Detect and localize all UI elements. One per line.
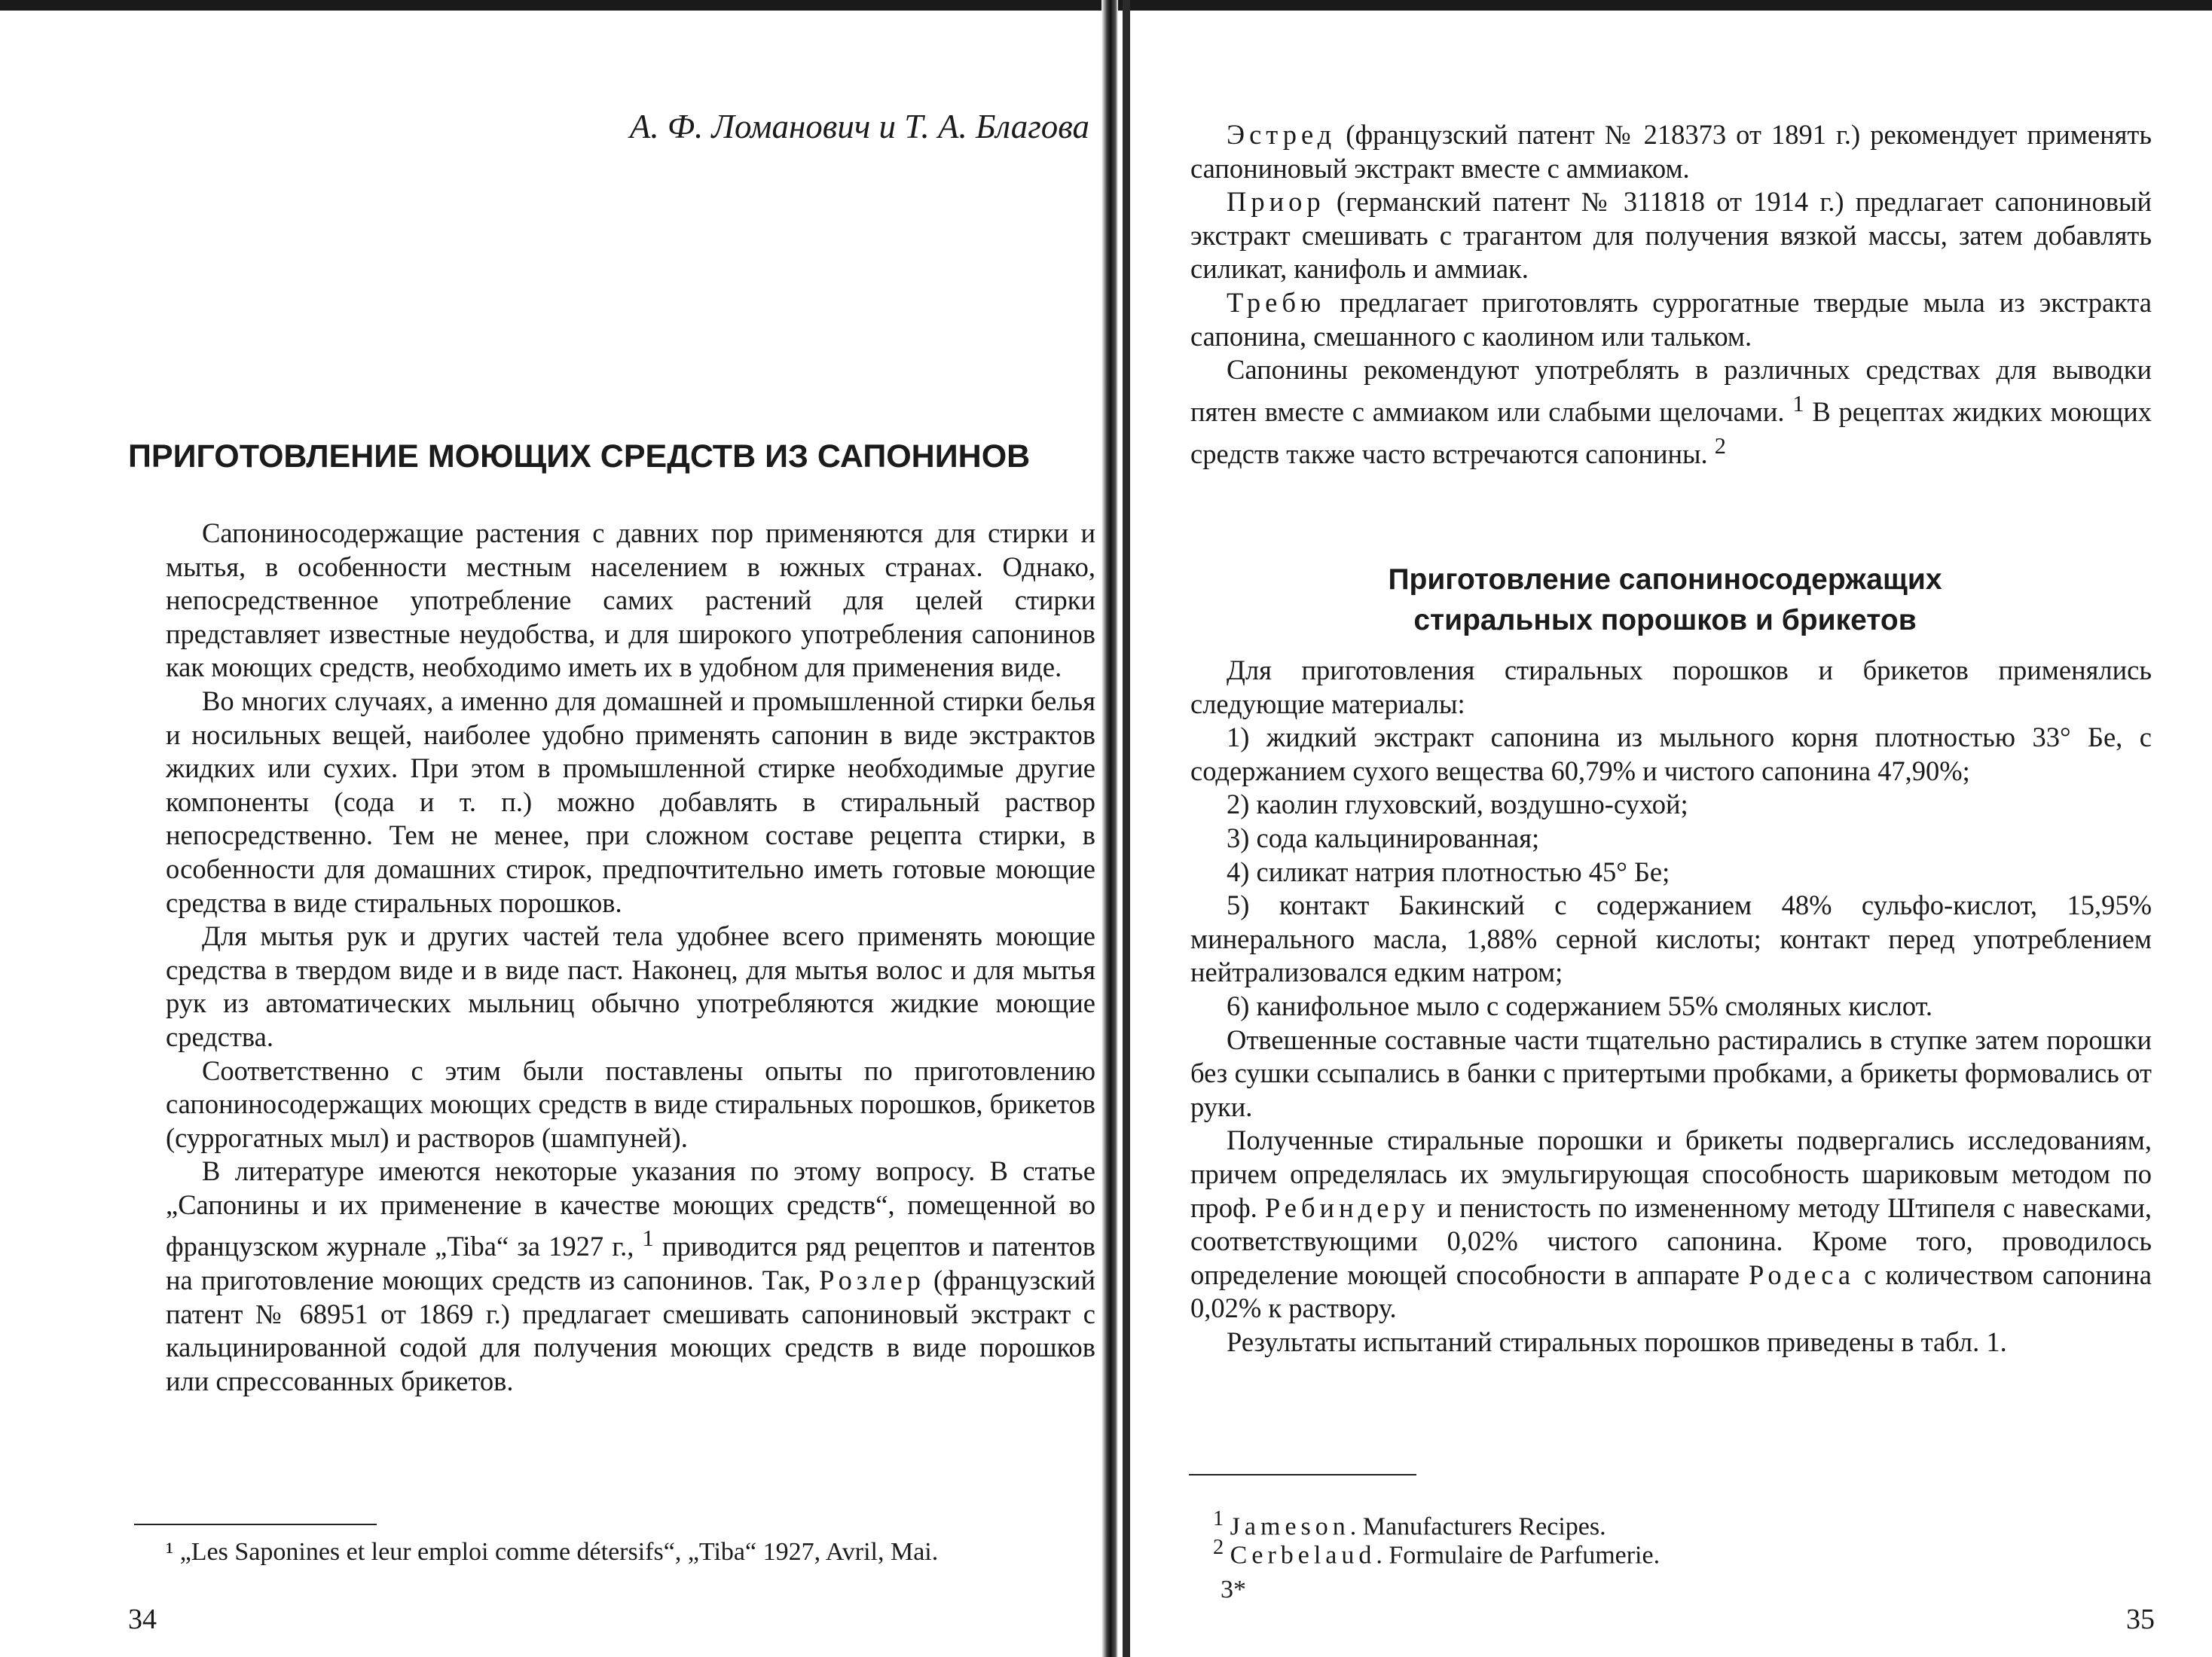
paragraph <box>1190 353 2152 471</box>
paragraph: Для мытья рук и других частей тела удобнее всего применять моющие средства в твердом виде и в виде паст. Наконец, для мытья волос и для мытья рук из автоматических мыльниц обычно употребляются жидкие моющие средства. <box>166 920 1095 1052</box>
left-page <box>121 0 1095 1657</box>
footnote: ¹ „Les Saponines et leur emploi comme détersifs“, „Tiba“ 1927, Avril, Mai. <box>166 1538 939 1566</box>
footnote-text: . Manufacturers Recipes. <box>1349 1512 1606 1541</box>
spaced-name: Розлер <box>819 1265 925 1296</box>
paragraph <box>1190 286 2152 353</box>
paragraph-literature <box>166 1155 1095 1398</box>
paragraph: Соответственно с этим были поставлены опыты по приготовлению сапониносодержащих моющих средств в виде стиральных порошков, брикетов (суррогатных мыл) и растворов (шампуней). <box>166 1054 1095 1153</box>
footnote-divider <box>1189 1474 1416 1475</box>
footnote-ref: 1 <box>642 1225 654 1252</box>
section-title <box>1175 560 2155 641</box>
right-page-body-top <box>1190 118 2152 471</box>
list-item: 3) сода кальцинированная; <box>1227 822 1540 853</box>
spaced-name: Требю <box>1227 286 1326 318</box>
footnote-mark: 1 <box>1213 1507 1224 1530</box>
article-title: ПРИГОТОВЛЕНИЕ МОЮЩИХ СРЕДСТВ ИЗ САПОНИНОВ <box>128 438 1031 475</box>
paragraph-text: (французский патент № 68951 от 1869 г.) предлагает смешивать сапониновый экстракт с кальцинированной содой для получения моющих средств в виде порошков или спрессованных брикетов. <box>166 1265 1096 1396</box>
book-spine <box>1101 0 1118 1657</box>
list-item: 6) канифольное мыло с содержанием 55% смоляных кислот. <box>1227 990 1932 1021</box>
paragraph-text: Сапонины рекомендуют употреблять в различных средствах для выводки пятен вместе с аммиаком или слабыми щелочами. <box>1190 354 2152 427</box>
paragraph: Сапониносодержащие растения с давних пор применяются для стирки и мытья, в особенности местным населением в южных странах. Однако, непосредственное употребление самих растений для целей стирки представляет известные неудобства, и для широкого употребления сапонинов как моющих средств, необходимо иметь их в удобном для применения виде. <box>166 517 1095 683</box>
footnote-ref: 2 <box>1714 432 1726 459</box>
paragraph-text: В рецептах жидких моющих средств также часто встречаются сапонины. <box>1190 395 2152 469</box>
paragraph: Отвешенные составные части тщательно растирались в ступке затем порошки без сушки ссыпались в банки с притертыми пробками, а брикеты формовались от руки. <box>1190 1024 2152 1122</box>
book-gutter-shadow <box>1123 0 1130 1657</box>
paragraph-text: (французский патент № 218373 от 1891 г.) рекомендует применять сапониновый экстракт вместе с аммиаком. <box>1190 119 2152 184</box>
footnote <box>1213 1533 1891 1570</box>
list-item: 5) контакт Бакинский с содержанием 48% сульфо-кислот, 15,95% минерального масла, 1,88% серной кислоты; контакт перед употреблением нейтрализовался едким натром; <box>1190 890 2152 988</box>
paragraph: Во многих случаях, а именно для домашней и промышленной стирки белья и носильных вещей, наиболее удобно применять сапонин в виде экстрактов жидких или сухих. При этом в промышленной стирке необходимые другие компоненты (сода и т. п.) можно добавлять в стиральный раствор непосредственно. Тем не менее, при сложном составе рецепта стирки, в особенности для домашних стирок, предпочтительно иметь готовые моющие средства в виде стиральных порошков. <box>166 685 1095 918</box>
paragraph-text: с количеством сапонина 0,02% к раствору. <box>1190 1259 2152 1324</box>
spaced-name: Ребиндеру <box>1264 1192 1430 1223</box>
footnote-mark: 2 <box>1213 1536 1224 1559</box>
list-item: 2) каолин глуховский, воздушно-сухой; <box>1227 789 1688 820</box>
paragraph: Результаты испытаний стиральных порошков приведены в табл. 1. <box>1227 1326 2007 1357</box>
article-authors: А. Ф. Ломанович и Т. А. Благова <box>629 108 1089 145</box>
right-page <box>1175 0 2155 1657</box>
paragraph <box>1190 118 2152 185</box>
spaced-name: Cerbelaud <box>1230 1541 1376 1570</box>
section-title-line: стиральных порошков и брикетов <box>1413 604 1917 636</box>
left-page-body <box>166 517 1095 1399</box>
list-item: 4) силикат натрия плотностью 45° Бе; <box>1227 856 1670 887</box>
paragraph-text: и пенистость по измененному методу Штипеля с навесками, соответствующими 0,02% чистого сапонина. Кроме того, проводилось определение моющей способности в аппарате <box>1190 1192 2152 1290</box>
spaced-name: Jameson <box>1230 1512 1350 1541</box>
spaced-name: Родеса <box>1748 1259 1856 1290</box>
footnote-ref: 1 <box>1792 390 1804 417</box>
paragraph <box>1190 1124 2152 1326</box>
printer-signature: 3* <box>1221 1576 1246 1604</box>
footnote-text: . Formulaire de Parfumerie. <box>1376 1541 1661 1570</box>
paragraph-text: (германский патент № 311818 от 1914 г.) предлагает сапониновый экстракт смешивать с трагантом для получения вязкой массы, затем добавлять силикат, канифоль и аммиак. <box>1190 186 2152 285</box>
section-title-line: Приготовление сапониносодержащих <box>1388 563 1942 596</box>
paragraph-text: В литературе имеются некоторые указания по этому вопросу. В статье „Сапонины и их применение в качестве моющих средств“, помещенной во французском журнале „Tiba“ за 1927 г., <box>166 1155 1095 1262</box>
spaced-name: Эстред <box>1227 119 1337 150</box>
page-number: 35 <box>2126 1604 2155 1635</box>
paragraph-text: приводится ряд рецептов и патентов на приготовление моющих средств из сапонинов. Так, <box>166 1231 1096 1296</box>
right-page-body-main <box>1190 654 2152 1359</box>
footnote-divider <box>134 1524 377 1525</box>
list-item: 1) жидкий экстракт сапонина из мыльного корня плотностью 33° Бе, с содержанием сухого вещества 60,79% и чистого сапонина 47,90%; <box>1190 722 2152 786</box>
page-number: 34 <box>128 1604 157 1635</box>
paragraph <box>1190 185 2152 286</box>
spaced-name: Приор <box>1227 186 1325 218</box>
paragraph: Для приготовления стиральных порошков и брикетов применялись следующие материалы: <box>1190 655 2152 719</box>
paragraph-text: Полученные стиральные порошки и брикеты подвергались исследованиям, причем определялась их эмульгирующая способность шариковым методом по проф. <box>1190 1125 2152 1223</box>
paragraph-text: предлагает приготовлять суррогатные твердые мыла из экстракта сапонина, смешанного с каолином или тальком. <box>1190 286 2152 352</box>
